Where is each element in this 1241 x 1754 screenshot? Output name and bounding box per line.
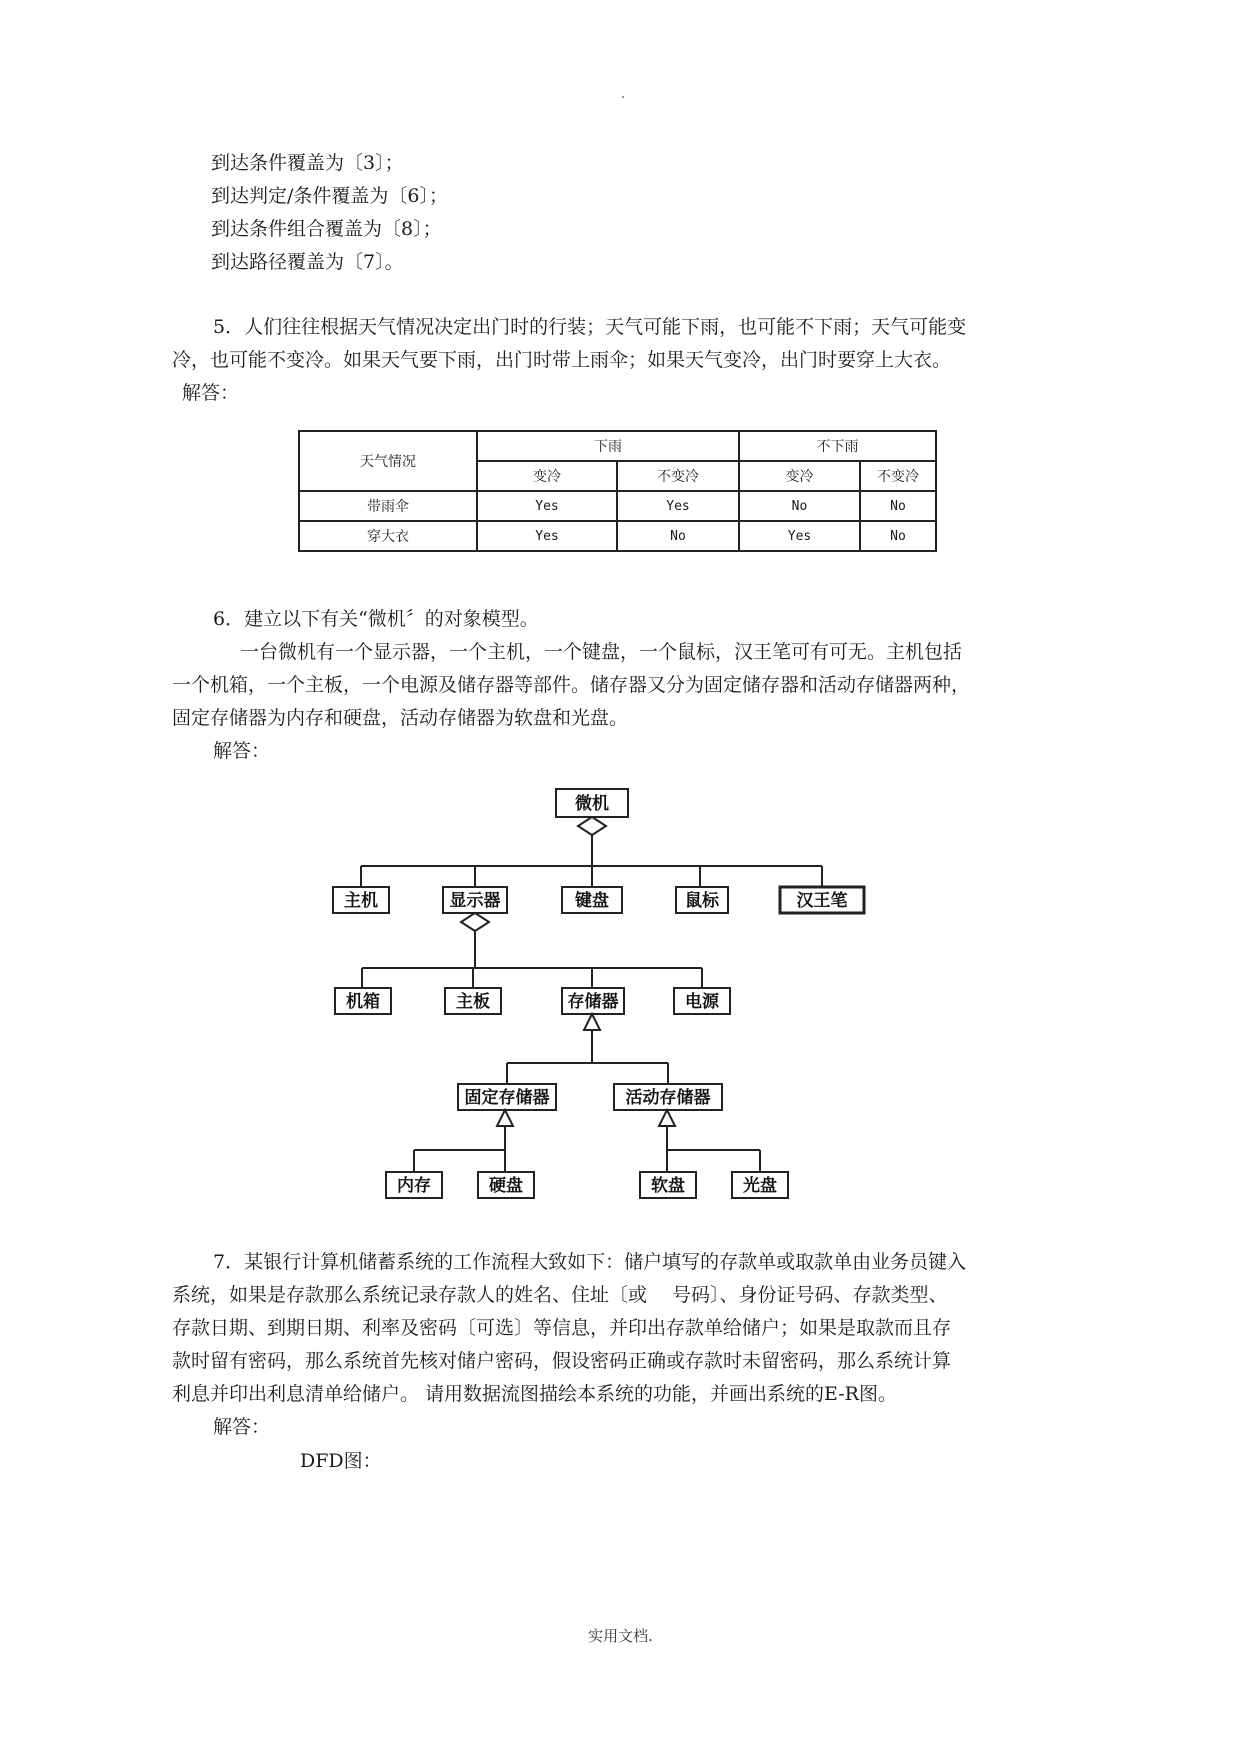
generalization-triangle-icon [584, 1014, 600, 1030]
node-label: 硬盘 [489, 1176, 523, 1196]
node-label: 鼠标 [685, 891, 719, 911]
node-label: 主机 [344, 891, 378, 911]
text-line: 到达判定/条件覆盖为〔6〕； [211, 185, 448, 207]
table-sub-header: 变冷 [739, 461, 860, 491]
q7-line: 7．某银行计算机储蓄系统的工作流程大致如下：储户填写的存款单或取款单由业务员键入 [213, 1251, 967, 1273]
table-sub-header: 变冷 [477, 461, 617, 491]
table-cell: Yes [477, 491, 617, 521]
text-line: 到达条件覆盖为〔3〕； [211, 152, 404, 174]
q6-title: 6．建立以下有关“微机〞的对象模型。 [213, 608, 539, 630]
node-label: 微机 [575, 794, 609, 814]
table-cell: No [739, 491, 860, 521]
q7-line: 系统，如果是存款那么系统记录存款人的姓名、住址〔或 号码〕、身份证号码、存款类型、 [172, 1284, 948, 1306]
q5-line: 冷，也可能不变冷。如果天气要下雨，出门时带上雨伞；如果天气变冷，出门时要穿上大衣。 [172, 349, 952, 371]
row-label: 穿大衣 [299, 521, 477, 551]
q6-line: 固定存储器为内存和硬盘，活动存储器为软盘和光盘。 [172, 707, 629, 729]
node-label: 活动存储器 [625, 1088, 711, 1108]
node-label: 键盘 [575, 891, 609, 911]
q7-line: 款时留有密码，那么系统首先核对储户密码，假设密码正确或存款时未留密码，那么系统计算 [172, 1350, 952, 1372]
table-sub-header: 不变冷 [617, 461, 739, 491]
node-label: 固定存储器 [464, 1088, 550, 1108]
q7-line: 利息并印出利息清单给储户。 请用数据流图描绘本系统的功能，并画出系统的E-R图。 [172, 1383, 897, 1405]
table-sub-header: 不变冷 [860, 461, 936, 491]
q6-answer-label: 解答： [213, 740, 271, 762]
aggregation-diamond-icon [578, 817, 606, 835]
table-cell: Yes [739, 521, 860, 551]
q5-answer-label: 解答： [182, 382, 240, 404]
q6-line: 一台微机有一个显示器，一个主机，一个键盘，一个鼠标，汉王笔可有可无。主机包括 [240, 641, 963, 663]
text-line: 到达路径覆盖为〔7〕。 [211, 251, 404, 273]
table-cell: No [860, 491, 936, 521]
q6-line: 一个机箱，一个主板，一个电源及储存器等部件。储存器又分为固定储存器和活动存储器两种， [172, 674, 971, 696]
q7-line: 存款日期、到期日期、利率及密码〔可选〕等信息，并印出存款单给储户；如果是取款而且存 [172, 1317, 952, 1339]
table-cell: No [860, 521, 936, 551]
node-label: 汉王笔 [796, 891, 848, 911]
node-label: 机箱 [346, 992, 380, 1012]
dfd-label: DFD图： [300, 1450, 382, 1472]
node-label: 存储器 [567, 992, 619, 1012]
node-label: 电源 [685, 992, 719, 1012]
text-line: 到达条件组合覆盖为〔8〕； [211, 218, 442, 240]
table-cell: No [617, 521, 739, 551]
q7-answer-label: 解答： [213, 1416, 271, 1438]
table-corner-header: 天气情况 [299, 431, 477, 491]
table-cell: Yes [617, 491, 739, 521]
node-label: 软盘 [651, 1176, 685, 1196]
table-group-header: 下雨 [477, 431, 739, 461]
aggregation-diamond-icon [461, 913, 489, 931]
page-footer: 实用文档. [588, 1627, 653, 1645]
table-cell: Yes [477, 521, 617, 551]
node-label: 光盘 [743, 1176, 777, 1196]
table-group-header: 不下雨 [739, 431, 936, 461]
generalization-triangle-icon [659, 1110, 675, 1126]
node-label: 显示器 [449, 891, 501, 911]
node-label: 内存 [397, 1176, 431, 1196]
node-label: 主板 [456, 992, 490, 1012]
row-label: 带雨伞 [299, 491, 477, 521]
q5-line: 5．人们往往根据天气情况决定出门时的行装；天气可能下雨，也可能不下雨；天气可能变 [213, 316, 967, 338]
generalization-triangle-icon [497, 1110, 513, 1126]
